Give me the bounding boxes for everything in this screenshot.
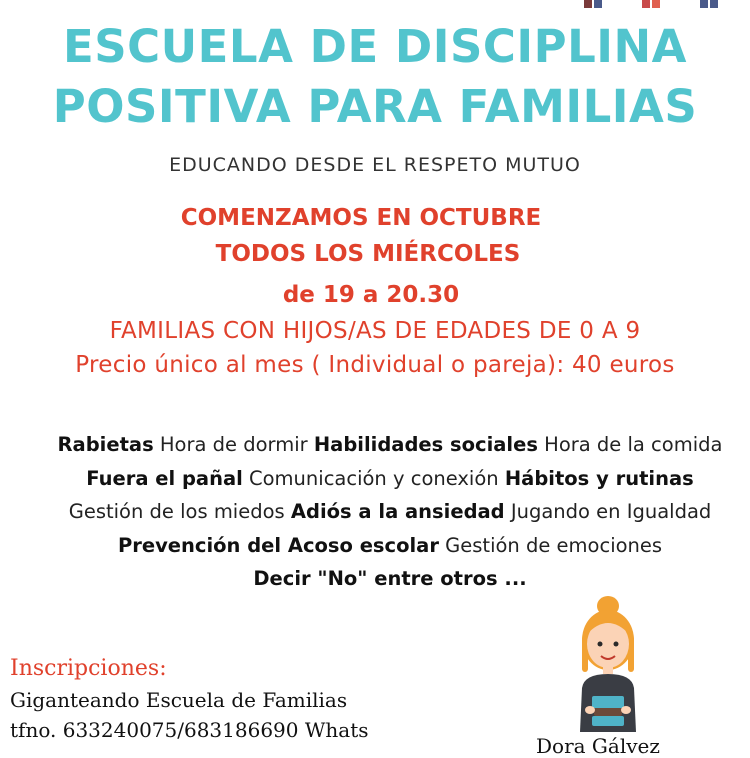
topic-item: Gestión de emociones <box>438 533 663 557</box>
contact-phone: tfno. 633240075/683186690 Whats <box>10 718 369 742</box>
page-title-line1: ESCUELA DE DISCIPLINA <box>62 20 688 73</box>
organization-name: Giganteando Escuela de Familias <box>10 688 348 712</box>
topic-item: Gestión de los miedos <box>68 500 291 523</box>
topic-item: Jugando en Igualdad <box>504 500 712 523</box>
author-name: Dora Gálvez <box>536 734 660 758</box>
topic-item: Comunicación y conexión <box>242 466 505 490</box>
inscriptions-label: Inscripciones: <box>10 656 167 681</box>
topic-item: Hora de la comida <box>537 433 723 456</box>
topic-item: Adiós a la ansiedad <box>290 500 505 523</box>
topics-paragraph <box>52 428 728 596</box>
topic-item: Decir "No" entre otros ... <box>253 567 527 590</box>
weekday: TODOS LOS MIÉRCOLES <box>215 241 521 267</box>
topic-item: Rabietas <box>57 433 154 456</box>
topic-item: Hora de dormir <box>153 433 314 456</box>
page-title-line2: POSITIVA PARA FAMILIAS <box>52 80 698 133</box>
topic-item: Hábitos y rutinas <box>504 466 694 490</box>
topic-item: Habilidades sociales <box>313 433 538 456</box>
start-month: COMENZAMOS EN OCTUBRE <box>180 205 542 231</box>
audience-text: FAMILIAS CON HIJOS/AS DE EDADES DE 0 A 9 <box>109 318 641 344</box>
topic-item: Fuera el pañal <box>86 466 243 490</box>
topic-item: Prevención del Acoso escolar <box>117 533 439 557</box>
page-subtitle: EDUCANDO DESDE EL RESPETO MUTUO <box>169 154 581 176</box>
time-range: de 19 a 20.30 <box>282 282 460 308</box>
woman-avatar-icon <box>568 592 648 732</box>
family-figures-icon <box>578 0 728 10</box>
price-text: Precio único al mes ( Individual o pareja): 40 euros <box>75 352 675 378</box>
